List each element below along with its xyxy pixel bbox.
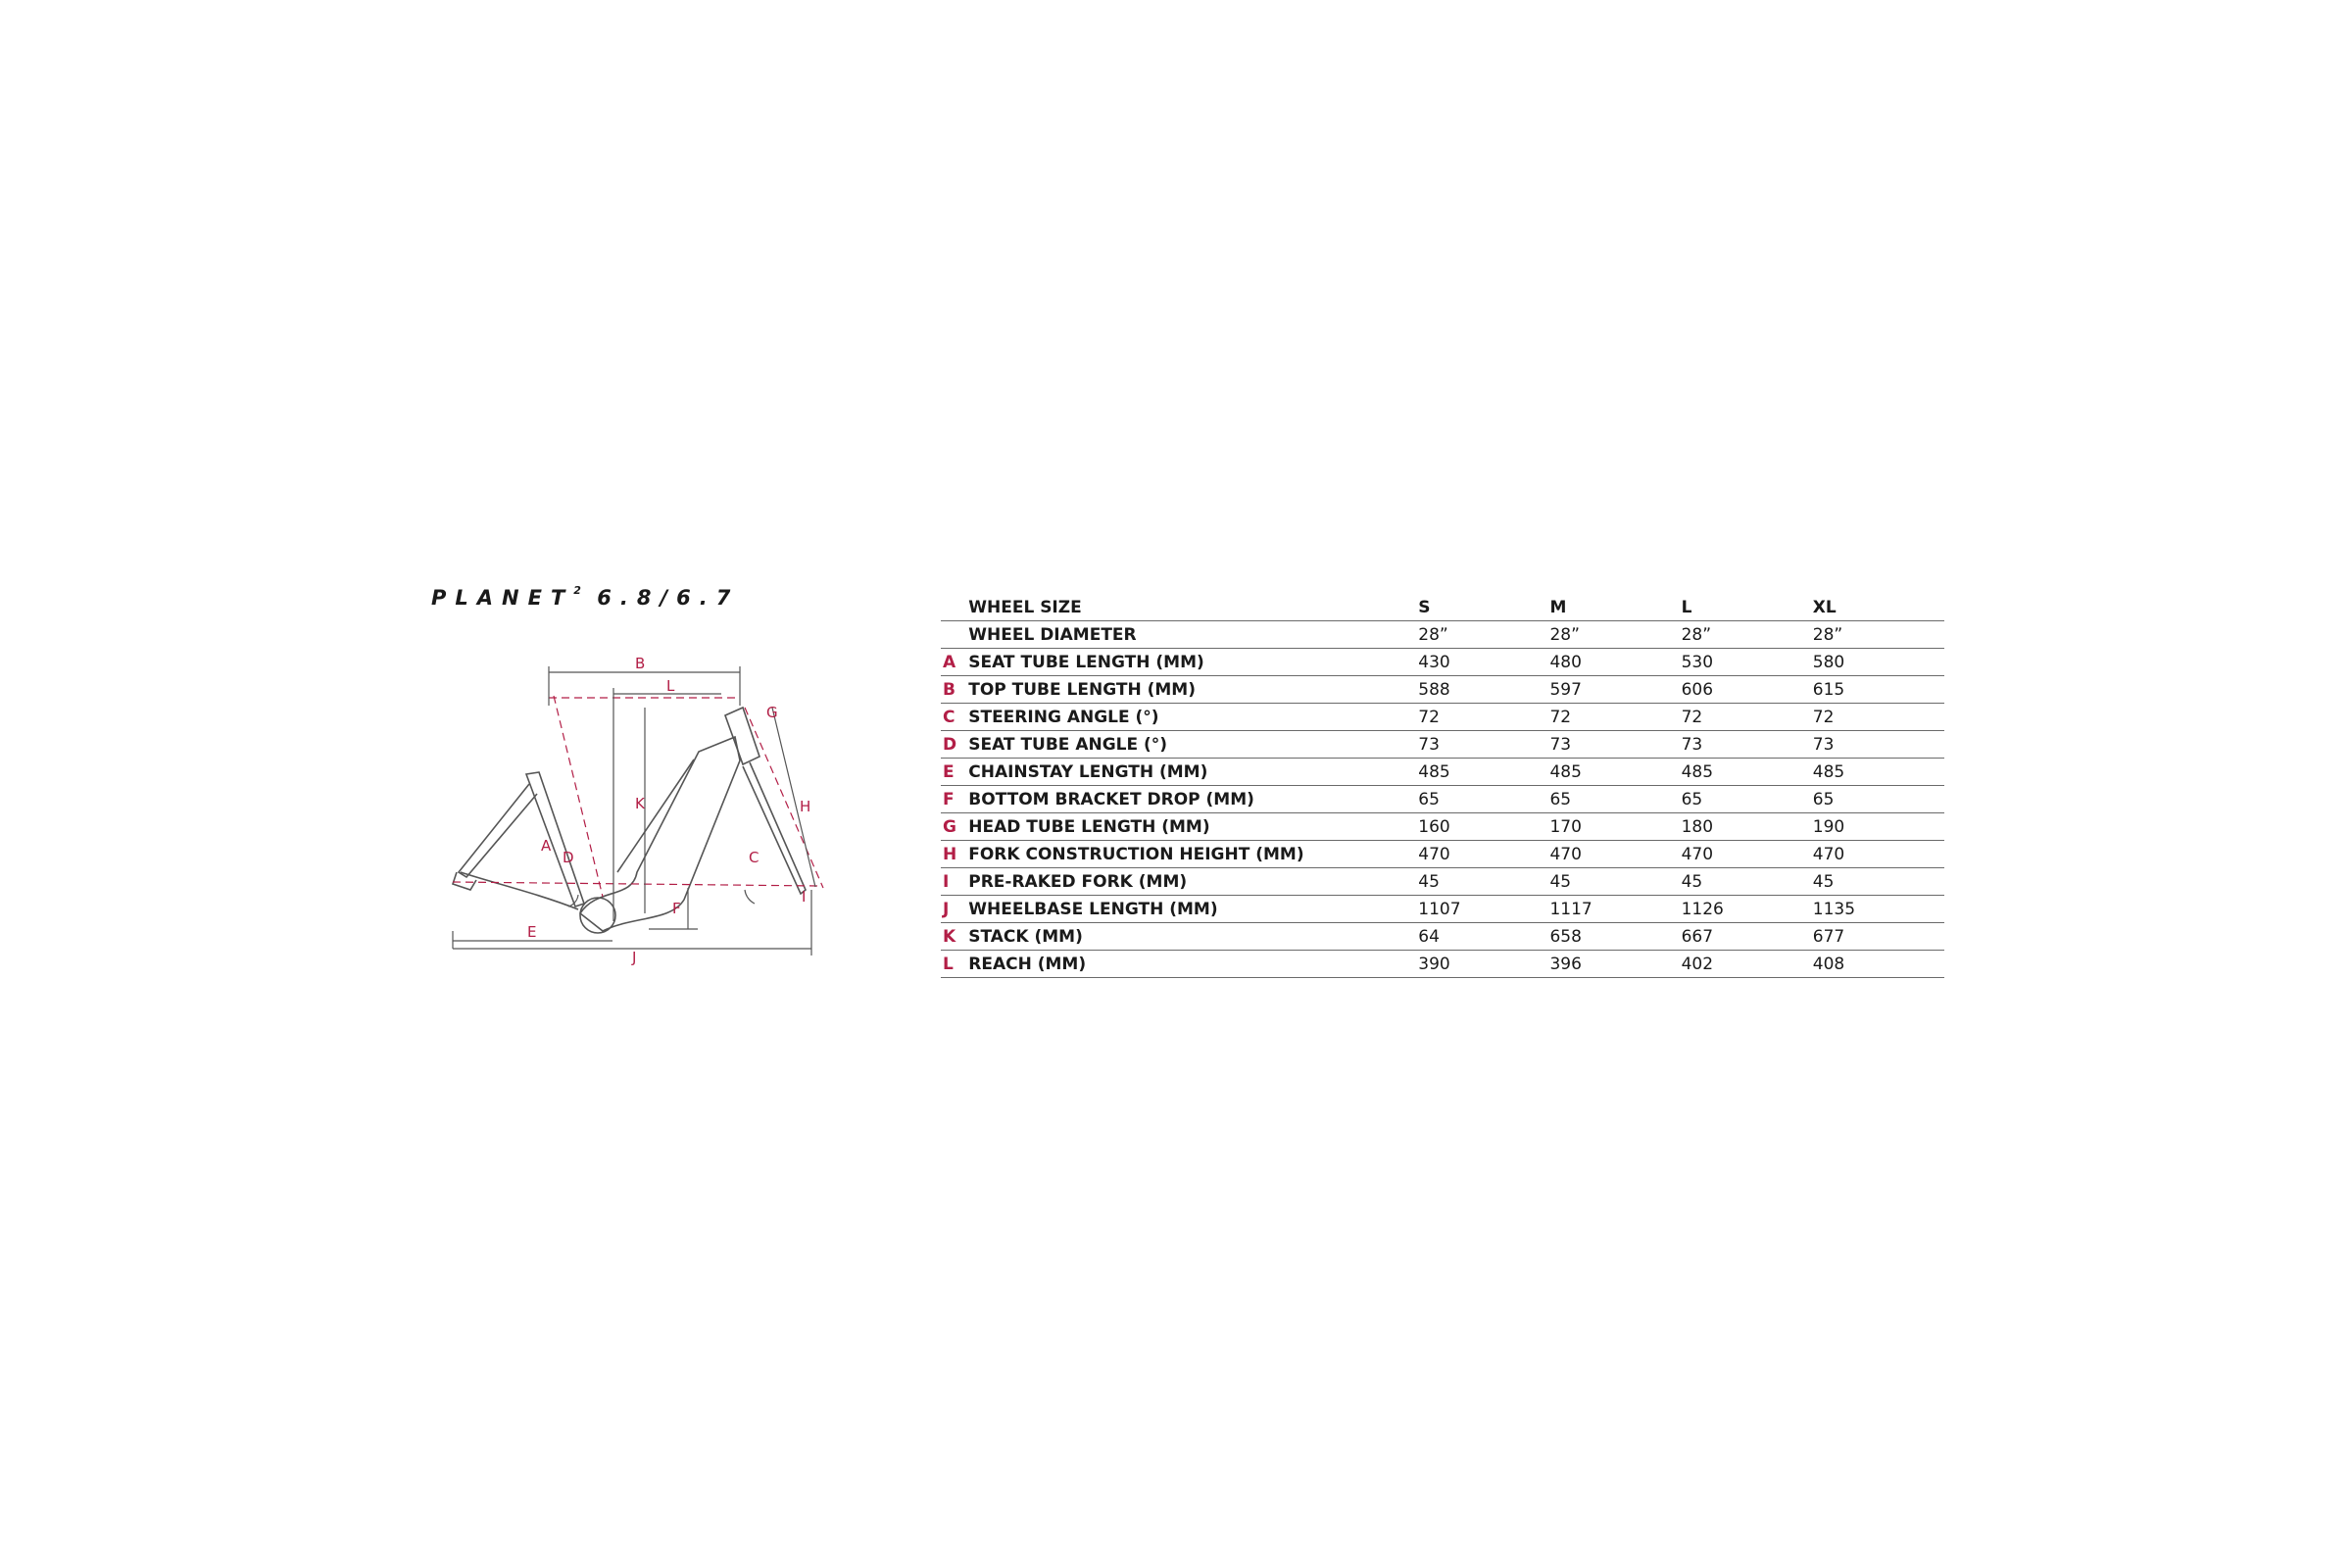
size-m-header: M	[1549, 594, 1681, 621]
label-h: H	[800, 798, 811, 815]
label-a: A	[541, 837, 552, 855]
table-row: B TOP TUBE LENGTH (MM) 588 597 606 615	[941, 676, 1944, 704]
label-c: C	[749, 849, 760, 866]
table-row: A SEAT TUBE LENGTH (MM) 430 480 530 580	[941, 649, 1944, 676]
wheel-size-header: WHEEL SIZE	[968, 594, 1418, 621]
label-j: J	[632, 949, 637, 966]
table-row: K STACK (MM) 64 658 667 677	[941, 923, 1944, 951]
label-d: D	[563, 849, 574, 866]
label-g: G	[766, 704, 778, 721]
label-e: E	[527, 923, 537, 941]
title-suffix: 6.8/6.7	[580, 586, 740, 610]
table-row: F BOTTOM BRACKET DROP (MM) 65 65 65 65	[941, 786, 1944, 813]
table-row: J WHEELBASE LENGTH (MM) 1107 1117 1126 1135	[941, 896, 1944, 923]
label-b: B	[635, 655, 646, 672]
fork-shape	[743, 762, 806, 894]
label-i: I	[802, 888, 807, 906]
down-tube-shape	[580, 737, 740, 931]
table-row: WHEEL DIAMETER 28ˮ 28ˮ 28ˮ 28ˮ	[941, 621, 1944, 649]
label-k: K	[635, 795, 645, 812]
table-row: I PRE-RAKED FORK (MM) 45 45 45 45	[941, 868, 1944, 896]
geometry-table	[941, 594, 1944, 978]
seat-stay-shape	[459, 784, 537, 877]
size-l-header: L	[1682, 594, 1813, 621]
label-l: L	[666, 677, 675, 695]
size-xl-header: XL	[1813, 594, 1944, 621]
head-tube-shape	[725, 708, 760, 764]
title-superscript: 2	[573, 584, 581, 597]
table-row: C STEERING ANGLE (°) 72 72 72 72	[941, 704, 1944, 731]
chain-stay-shape	[461, 872, 578, 909]
seat-tube-shape	[526, 772, 584, 906]
table-row: E CHAINSTAY LENGTH (MM) 485 485 485 485	[941, 759, 1944, 786]
size-s-header: S	[1418, 594, 1549, 621]
label-f: F	[672, 900, 681, 917]
table-row: H FORK CONSTRUCTION HEIGHT (MM) 470 470 470 470	[941, 841, 1944, 868]
table-row: L REACH (MM) 390 396 402 408	[941, 951, 1944, 978]
table-row: G HEAD TUBE LENGTH (MM) 160 170 180 190	[941, 813, 1944, 841]
frame-geometry-diagram	[431, 637, 843, 970]
table-header-row	[941, 594, 1944, 621]
table-row: D SEAT TUBE ANGLE (°) 73 73 73 73	[941, 731, 1944, 759]
page-title: PLANET$^2$ 6.8/6.7	[431, 584, 740, 610]
